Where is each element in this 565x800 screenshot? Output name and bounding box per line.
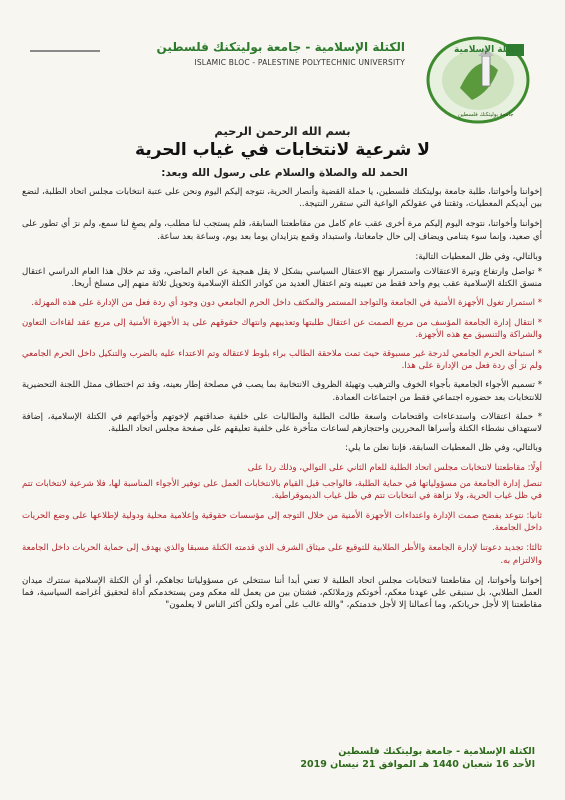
paragraph-announcement-lead: وبالتالي، وفي ظل المعطيات السابقة، فإننا نعلن ما يلي: (345, 443, 542, 454)
org-name-arabic: الكتلة الإسلامية - جامعة بوليتكنك فلسطين (156, 40, 405, 54)
greeting: الحمد لله والصلاة والسلام على رسول الله وبعد: (161, 167, 408, 179)
signature-block (300, 745, 535, 771)
condition-item: * انتقال إدارة الجامعة المؤسف من مربع الصمت عن اعتقال طلبتها وتعذيبهم وانتهاك حقوقهم على يد الأجهزة الأمنية إلى مربع عقد لقاءات التعاون والشراكة والتنسيق مع هذه الأجهزة. (22, 317, 542, 340)
signature-org: الكتلة الإسلامية - جامعة بوليتكنك فلسطين (338, 746, 535, 757)
condition-item: * تسميم الأجواء الجامعية بأجواء الخوف والترهيب وتهيئة الظروف الانتخابية بما يصب في مصلحة إطار بعينه، وقد تم اختطاف ممثل اللجنة التحضيرية للانتخابات بعد حضوره اجتماعي فقط من اجتماعات العمادة. (22, 380, 542, 403)
basmala: بسم الله الرحمن الرحيم (214, 124, 351, 138)
header-rule-left (30, 50, 100, 52)
decision-item-1-body: تنصل إدارة الجامعة من مسؤولياتها في حماية الطلبة، فالواجب قبل القيام بالانتخابات العمل على توفير الأجواء المناسبة لها، فلا شرعية لانتخابات تتم في ظل غياب الحرية، ولا نزاهة في انتخابات تتم في ظل غياب الديموقراطية. (22, 478, 542, 501)
decision-item-1-heading: أولًا: مقاطعتنا لانتخابات مجلس اتحاد الطلبة للعام الثاني على التوالي، وذلك ردا على (247, 463, 542, 474)
paragraph-closing: إخواننا وأخواتنا، إن مقاطعتنا لانتخابات مجلس اتحاد الطلبة لا تعني أبدا أننا ستتخلى عن مسؤولياتنا تجاهكم، أو أن الكتلة الإسلامية ستترك ميدان العمل الطلابي، بل سنبقى على عهدنا معكم، أخوتكم وزملائكم، فشتان بين من يعمل لله معكم ومن يستخدمكم أداة لتحقيق أغراضه السياسية، فما مقاطعتنا إلا لأجل حرياتكم، وما أعمالنا إلا لأجل خدمتكم، "والله غالب على أمره ولكن أكثر الناس لا يعلمون" (22, 575, 542, 611)
org-name-english: ISLAMIC BLOC - PALESTINE POLYTECHNIC UNIVERSITY (194, 58, 405, 67)
paragraph-intro: إخواننا وأخواتنا، طلبة جامعة بوليتكنك فلسطين، يا حملة القضية وأنصار الحرية، نتوجه إليكم اليوم ونحن على عتبة انتخابات مجلس اتحاد الطلبة، لنضع بين أيديكم المعطيات، وثقتنا في عقولكم الواعية التي ستقرر النتيجة.. (22, 187, 542, 210)
condition-item: * تواصل وارتفاع وتيرة الاعتقالات واستمرار نهج الاعتقال السياسي بشكل لا يقل همجية عن العام الماضي، وقد تم خلال هذا العام الدراسي اعتقال منسق الكتلة الإسلامية عقب يوم واحد فقط من تعيينه وتم اعتقال العديد من كوادر الكتلة الإسلامية وتحويل ثلاثة منهم إلى مسلخ أريحا. (22, 267, 542, 290)
statement-body (22, 186, 542, 619)
islamic-bloc-logo (420, 30, 535, 125)
condition-item: * استمرار تغول الأجهزة الأمنية في الجامعة والتواجد المستمر والمكثف داخل الحرم الجامعي دون وجود أي ردة فعل من الإدارة على هذه المهزلة. (31, 298, 542, 309)
condition-item: * استباحة الحرم الجامعي لدرجة غير مسبوقة حيث تمت ملاحقة الطالب براء بلوط لاعتقاله وتم الاعتداء عليه بالضرب والتنكيل داخل الحرم الجامعي ولم نرَ أي ردة فعل من الإدارة على هذا. (22, 349, 542, 372)
logo-caption: جامعة بوليتكنك فلسطين (458, 112, 514, 118)
decision-item-2: ثانيا: نتوعد بفضح صمت الإدارة واعتداءات الأجهزة الأمنية من خلال التوجه إلى مؤسسات حقوقية وإعلامية محلية ودولية لإطلاعها على وضع الحريات داخل الجامعة. (22, 511, 542, 534)
logo-text: الكتلة الإسلامية (454, 45, 522, 55)
decision-item-3: ثالثا: تجديد دعوتنا لإدارة الجامعة والأطر الطلابية للتوقيع على ميثاق الشرف الذي قدمته الكتلة مسبقا والذي يهدف إلى حماية الحريات داخل الجامعة والالتزام به. (22, 543, 542, 566)
signature-date: الأحد 16 شعبان 1440 هـ الموافق 21 نيسان 2019 (300, 759, 535, 770)
paragraph-conditions-lead: وبالتالي، وفي ظل المعطيات التالية: (415, 251, 542, 262)
statement-title: لا شرعية لانتخابات في غياب الحرية (135, 140, 430, 160)
paragraph-context: إخواننا وأخواتنا، نتوجه اليوم إليكم مرة أخرى عقب عام كامل من مقاطعتنا السابقة، فلم يستجب لنا مطلب، ولم يصغِ لنا سمع، ولم نرَ أي تطور على أي صعيد، وإنما سوء يتنامى ويضاف إلى حال جامعاتنا، واستبداد وقمع يتزايدان يوما بعد يوم، وساعة بعد ساعة. (22, 219, 542, 242)
letterhead (0, 0, 565, 118)
condition-item: * حملة اعتقالات واستدعاءات واقتحامات واسعة طالت الطلبة والطالبات على خلفية صداقتهم لإخوتهم وأخواتهم في الكتلة الإسلامية، إضافة لاستهداف نشطاء الكتلة وأسراها المحررين واحتجازهم لساعات متأخرة على خلفية تعليقهم على صفحة مجلس اتحاد الطلبة. (22, 411, 542, 435)
